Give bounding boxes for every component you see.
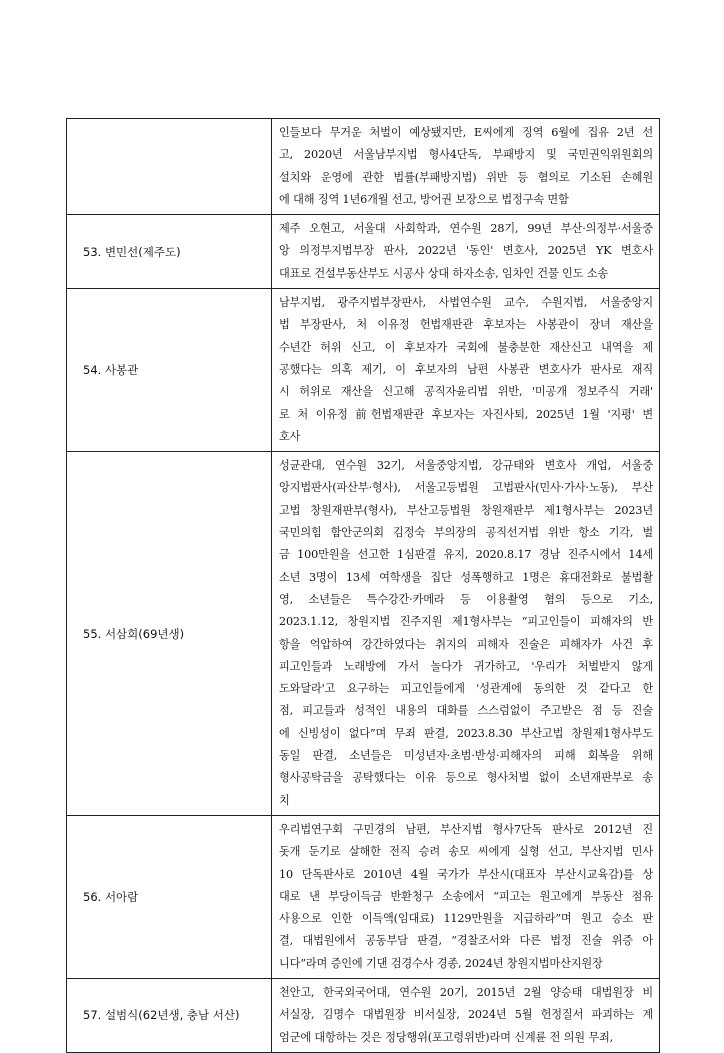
table-row: [67, 978, 660, 1052]
description-line: 시 허위로 재산을 신고해 공직자윤리법 위반, '미공개 정보주식 거래': [279, 385, 653, 399]
description-line: 에 신빙성이 없다”며 무죄 판결, 2023.8.30 부산고법 창원제1형사부도: [279, 726, 653, 740]
description-line: 엄군에 대항하는 것은 정당행위(포고령위반)라며 신계륜 전 의원 무죄,: [279, 1030, 614, 1044]
description-line: 점, 피고들과 성적인 내용의 대화를 스스럼없이 주고받은 점 등 진술: [279, 704, 653, 718]
person-name-cell: 56. 서아람: [67, 815, 272, 978]
person-name-cell: [67, 119, 272, 215]
description-line: 제주 오현고, 서울대 사회학과, 연수원 28기, 99년 부산·의정부·서울중: [279, 222, 653, 236]
description-line: 결, 대법원에서 공동부담 판결, “경찰조서와 다른 법정 진술 위증 아: [279, 934, 653, 948]
description-line: 앙지법판사(파산부·형사), 서울고등법원 고법판사(민사·가사·노동), 부산: [279, 481, 653, 495]
career-description-cell: [272, 815, 660, 978]
person-name-cell: 57. 설범식(62년생, 충남 서산): [67, 978, 272, 1052]
description-line: 항을 억압하여 강간하였다는 취지의 피해자 진술은 피해자가 사건 후: [279, 637, 653, 651]
career-description-cell: [272, 215, 660, 289]
description-line: 치: [279, 793, 290, 807]
description-line: 피고인들과 노래방에 가서 놀다가 귀가하고, '우리가 처벌받지 않게: [279, 659, 653, 673]
description-line: 법 부장판사, 처 이유정 헌법재판관 후보자는 사봉관이 장녀 재산을: [279, 318, 653, 332]
description-line: 서실장, 김명수 대법원장 비서실장, 2024년 5월 헌정질서 파괴하는 계: [279, 1008, 653, 1022]
description-line: 돗개 둔기로 살해한 전직 승려 송모 씨에게 실형 선고, 부산지법 민사: [279, 845, 653, 859]
description-line: 우리법연구회 구민경의 남편, 부산지법 형사7단독 판사로 2012년 진: [279, 822, 653, 836]
person-name-cell: 53. 변민선(제주도): [67, 215, 272, 289]
document-page: [66, 118, 660, 1053]
career-description-cell: [272, 452, 660, 816]
description-line: 고, 2020년 서울남부지법 형사4단독, 부패방지 및 국민권익위원회의: [279, 148, 653, 162]
person-name-cell: 54. 사봉관: [67, 289, 272, 452]
description-line: 로 처 이유정 前헌법재판관 후보자는 자진사퇴, 2025년 1월 '지평' 변: [279, 407, 653, 421]
description-line: 영, 소년들은 특수강간·카메라 등 이용촬영 혐의 등으로 기소,: [279, 592, 653, 606]
table-row: [67, 815, 660, 978]
career-description-cell: [272, 119, 660, 215]
career-description-cell: [272, 978, 660, 1052]
description-line: 니다”라며 증인에 기댄 검경수사 경종, 2024년 창원지법마산지원장: [279, 956, 603, 970]
description-line: 남부지법, 광주지법부장판사, 사법연수원 교수, 수원지법, 서울중앙지: [279, 296, 653, 310]
description-line: 사용으로 인한 이득액(임대료) 1129만원을 지급하라”며 원고 승소 판: [279, 912, 653, 926]
career-description-cell: [272, 289, 660, 452]
table-row: [67, 119, 660, 215]
description-line: 성균관대, 연수원 32기, 서울중앙지법, 강규태와 변호사 개업, 서울중: [279, 459, 653, 473]
description-line: 공했다는 의혹 제기, 이 후보자의 남편 사봉관 변호사가 판사로 재직: [279, 362, 653, 376]
description-line: 고법 창원재판부(형사), 부산고등법원 창원재판부 제1형사부는 2023년: [279, 503, 653, 517]
description-line: 형사공탁금을 공탁했다는 이유 등으로 형사처벌 없이 소년재판부로 송: [279, 771, 653, 785]
roster-body: [67, 119, 660, 1053]
description-line: 설치와 운영에 관한 법률(부패방지법) 위반 등 혐의로 기소된 손혜원: [279, 170, 653, 184]
description-line: 소년 3명이 13세 여학생을 집단 성폭행하고 1명은 휴대전화로 불법촬: [279, 570, 653, 584]
table-row: [67, 289, 660, 452]
description-line: 도와달라'고 요구하는 피고인들에게 '성관계에 동의한 것 같다고 한: [279, 682, 653, 696]
description-line: 동일 판결, 소년들은 미성년자·초범·반성·피해자의 피해 회복을 위해: [279, 749, 653, 763]
description-line: 금 100만원을 선고한 1심판결 유지, 2020.8.17 경남 진주시에서 14세: [279, 548, 653, 562]
description-line: 2023.1.12, 창원지법 진주지원 제1형사부는 “피고인들이 피해자의 반: [279, 615, 653, 629]
description-line: 에 대해 징역 1년6개월 선고, 방어권 보장으로 법정구속 면함: [279, 192, 569, 206]
table-row: [67, 452, 660, 816]
description-line: 천안고, 한국외국어대, 연수원 20기, 2015년 2월 양승태 대법원장 비: [279, 985, 653, 999]
description-line: 수년간 허위 신고, 이 후보자가 국회에 불충분한 재산신고 내역을 제: [279, 340, 653, 354]
description-line: 대표로 건설부동산부도 시공사 상대 하자소송, 임차인 건물 인도 소송: [279, 266, 609, 280]
person-name-cell: 55. 서삼희(69년생): [67, 452, 272, 816]
description-line: 10 단독판사로 2010년 4월 국가가 부산시(대표자 부산시교육감)를 상: [279, 867, 653, 881]
judge-roster-table: [66, 118, 660, 1053]
table-row: [67, 215, 660, 289]
description-line: 호사: [279, 429, 301, 443]
description-line: 대로 낸 부당이득금 반환청구 소송에서 “피고는 원고에게 부동산 점유: [279, 889, 653, 903]
description-line: 앙 의정부지법부장 판사, 2022년 '동인' 변호사, 2025년 YK 변호사: [279, 244, 653, 258]
description-line: 국민의힘 함안군의회 김정숙 부의장의 공직선거법 위반 항소 기각, 벌: [279, 526, 653, 540]
description-line: 인들보다 무거운 처벌이 예상됐지만, E씨에게 징역 6월에 집유 2년 선: [279, 126, 653, 139]
